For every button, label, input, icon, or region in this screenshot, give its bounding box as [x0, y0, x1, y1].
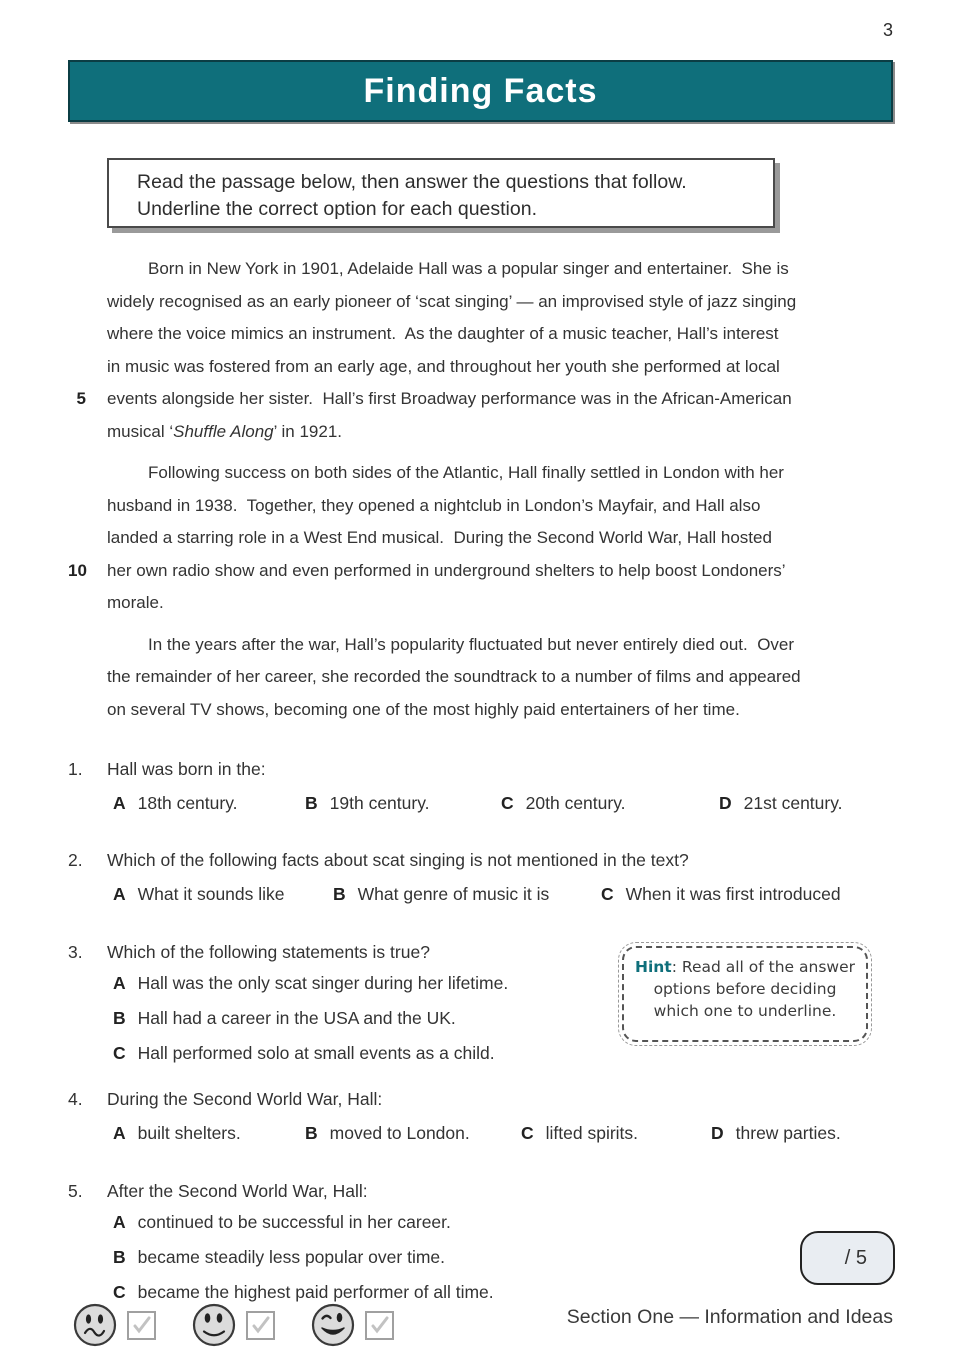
neutral-face-icon — [192, 1303, 236, 1347]
option-letter: C — [501, 793, 514, 813]
question-2-option-c[interactable] — [601, 882, 841, 908]
passage-line: in music was fostered from an early age, and throughout her youth she performed at local — [107, 356, 780, 376]
option-text: threw parties. — [735, 1123, 841, 1143]
happy-checkbox[interactable] — [365, 1311, 394, 1340]
question-text: During the Second World War, Hall: — [107, 1089, 383, 1109]
option-letter: D — [711, 1123, 724, 1143]
passage-line: on several TV shows, becoming one of the most highly paid entertainers of her time. — [107, 699, 740, 719]
page-title: Finding Facts — [363, 71, 598, 110]
passage-line: widely recognised as an early pioneer of ‘scat singing’ — an improvised style of jazz singing — [107, 291, 797, 311]
option-text: 21st century. — [743, 793, 843, 813]
option-letter: C — [113, 1043, 126, 1063]
question-options — [113, 791, 893, 817]
question-3-option-c[interactable] — [113, 1039, 893, 1069]
question-options — [113, 1121, 893, 1147]
self-assessment-row — [73, 1303, 430, 1347]
question-2-option-a[interactable] — [113, 882, 333, 908]
option-text: What it sounds like — [137, 884, 285, 904]
neutral-checkbox[interactable] — [246, 1311, 275, 1340]
option-letter: B — [113, 1008, 126, 1028]
question-4-option-b[interactable] — [305, 1121, 521, 1147]
option-letter: B — [113, 1247, 126, 1267]
question-4 — [68, 1087, 893, 1147]
hint-label: Hint — [634, 958, 672, 976]
passage-line-number: 10 — [68, 560, 87, 580]
option-letter: B — [305, 793, 318, 813]
question-1-option-d[interactable] — [719, 791, 843, 817]
self-assessment-happy — [311, 1303, 394, 1347]
title-banner — [68, 60, 893, 122]
question-5-option-b[interactable] — [113, 1243, 893, 1273]
page-number: 3 — [882, 20, 893, 40]
option-text: 18th century. — [137, 793, 238, 813]
question-number: 1. — [68, 759, 83, 779]
option-text: When it was first introduced — [625, 884, 841, 904]
option-text: Hall performed solo at small events as a child. — [137, 1043, 495, 1063]
option-letter: A — [113, 1123, 126, 1143]
question-text: Which of the following facts about scat singing is not mentioned in the text? — [107, 850, 689, 870]
passage-line-number: 5 — [76, 389, 86, 408]
happy-face-icon — [311, 1303, 355, 1347]
instruction-line: Read the passage below, then answer the questions that follow. — [137, 171, 687, 193]
option-text: became the highest paid performer of all time. — [137, 1282, 494, 1302]
option-letter: B — [305, 1123, 318, 1143]
instruction-line: Underline the correct option for each question. — [137, 198, 537, 220]
question-4-option-a[interactable] — [113, 1121, 305, 1147]
option-letter: A — [113, 973, 126, 993]
option-text: moved to London. — [329, 1123, 470, 1143]
option-text: lifted spirits. — [545, 1123, 639, 1143]
option-text: Hall was the only scat singer during her lifetime. — [137, 973, 509, 993]
self-assessment-neutral — [192, 1303, 275, 1347]
sad-face-icon — [73, 1303, 117, 1347]
option-letter: A — [113, 793, 126, 813]
option-text: Hall had a career in the USA and the UK. — [137, 1008, 456, 1028]
passage-line: 5 events alongside her sister. Hall’s first Broadway performance was in the African-American — [68, 383, 893, 416]
sad-checkbox[interactable] — [127, 1311, 156, 1340]
check-icon — [370, 1315, 390, 1335]
question-number: 3. — [68, 942, 83, 962]
option-letter: C — [601, 884, 614, 904]
question-1-option-c[interactable] — [501, 791, 719, 817]
passage-line: landed a starring role in a West End musical. During the Second World War, Hall hosted — [107, 528, 772, 547]
question-text: Which of the following statements is true? — [107, 942, 430, 962]
question-4-option-c[interactable] — [521, 1121, 711, 1147]
option-text: became steadily less popular over time. — [137, 1247, 446, 1267]
option-letter: D — [719, 793, 732, 813]
hint-box — [622, 946, 868, 1042]
passage-line: 10 her own radio show and even performed in underground shelters to help boost Londoners’ — [68, 555, 893, 588]
passage-line: musical ‘Shuffle Along’ in 1921. — [107, 421, 342, 441]
passage — [68, 253, 893, 735]
footer-section-label: Section One — Information and Ideas — [566, 1306, 893, 1328]
score-box[interactable] — [800, 1231, 895, 1285]
question-1-option-b[interactable] — [305, 791, 501, 817]
question-5-option-a[interactable] — [113, 1208, 893, 1238]
question-4-option-d[interactable] — [711, 1121, 841, 1147]
question-2 — [68, 848, 893, 908]
option-text: built shelters. — [137, 1123, 241, 1143]
passage-paragraph — [68, 629, 893, 727]
option-text: What genre of music it is — [357, 884, 550, 904]
question-1-option-a[interactable] — [113, 791, 305, 817]
question-number: 2. — [68, 850, 83, 870]
option-letter: C — [113, 1282, 126, 1302]
option-letter: A — [113, 1212, 126, 1232]
passage-line: Following success on both sides of the Atlantic, Hall finally settled in London with her — [148, 463, 784, 482]
option-text: 19th century. — [329, 793, 430, 813]
option-letter: A — [113, 884, 126, 904]
passage-line: where the voice mimics an instrument. As the daughter of a music teacher, Hall’s interest — [107, 324, 779, 343]
question-number: 5. — [68, 1181, 83, 1201]
hint-text: Hint: Read all of the answer options before deciding which one to underline. — [634, 958, 855, 1020]
passage-line: husband in 1938. Together, they opened a nightclub in London’s Mayfair, and Hall also — [107, 495, 761, 515]
question-number: 4. — [68, 1089, 83, 1109]
question-1 — [68, 757, 893, 817]
instruction-box — [107, 158, 775, 228]
passage-paragraph — [68, 457, 893, 620]
option-text: continued to be successful in her career. — [137, 1212, 451, 1232]
question-5 — [68, 1179, 893, 1308]
passage-line: In the years after the war, Hall’s popularity fluctuated but never entirely died out. Over — [148, 634, 795, 654]
option-text: 20th century. — [525, 793, 626, 813]
score-label: / 5 — [844, 1246, 867, 1269]
option-letter: B — [333, 884, 346, 904]
option-letter: C — [521, 1123, 534, 1143]
passage-line: the remainder of her career, she recorded the soundtrack to a number of films and appeared — [107, 667, 801, 686]
check-icon — [251, 1315, 271, 1335]
question-2-option-b[interactable] — [333, 882, 601, 908]
question-options — [113, 882, 893, 908]
check-icon — [132, 1315, 152, 1335]
question-options — [113, 1208, 893, 1308]
self-assessment-sad — [73, 1303, 156, 1347]
passage-line: Born in New York in 1901, Adelaide Hall was a popular singer and entertainer. She is — [148, 259, 789, 278]
passage-paragraph — [68, 253, 893, 448]
passage-line: morale. — [107, 593, 164, 612]
question-text: After the Second World War, Hall: — [107, 1181, 368, 1201]
question-text: Hall was born in the: — [107, 759, 266, 779]
